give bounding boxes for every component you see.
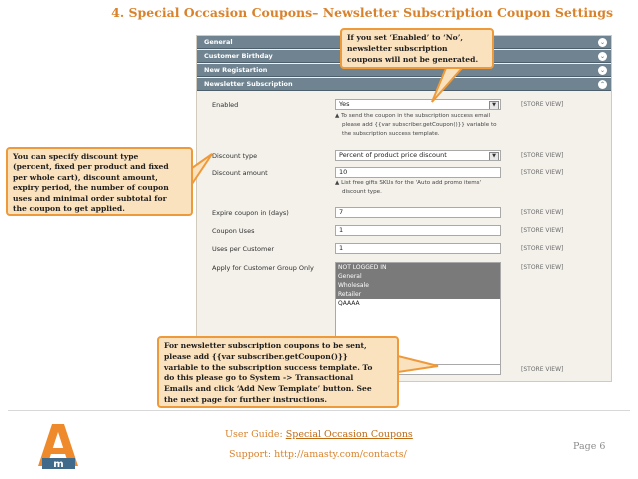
note-line: please add {{var subscriber.getCoupon()}} variable to [342, 122, 497, 128]
section-label: Newsletter Subscription [204, 80, 293, 88]
callout-line: newsletter subscription [347, 44, 448, 53]
scope-label: [STORE VIEW] [521, 366, 564, 373]
footer-divider [8, 410, 630, 411]
dropdown-arrow-icon[interactable]: ▼ [489, 101, 499, 110]
callout-line: coupons will not be generated. [347, 55, 479, 64]
user-guide-line [225, 429, 413, 440]
callout-line: expiry period, the number of coupon [13, 183, 169, 193]
note-line: the subscription success template. [342, 131, 440, 137]
expire-label: Expire coupon in (days) [212, 209, 289, 217]
customer-group-option[interactable]: Retailer [336, 290, 500, 299]
uses-per-customer-label: Uses per Customer [212, 245, 275, 253]
customer-group-option[interactable]: General [336, 272, 500, 281]
note-line: discount type. [342, 189, 382, 195]
scope-label: [STORE VIEW] [521, 227, 564, 234]
callout-template [157, 336, 399, 408]
expand-icon[interactable]: ⌄ [599, 53, 606, 60]
callout-line: do this please go to System -> Transactional [164, 373, 354, 383]
page-title: 4. Special Occasion Coupons– Newsletter Subscription Coupon Settings [111, 5, 613, 20]
scope-label: [STORE VIEW] [521, 152, 564, 159]
enabled-value: Yes [339, 100, 350, 108]
note-line: ▲ To send the coupon in the subscription success email [335, 113, 491, 119]
callout-line: the next page for further instructions. [164, 394, 328, 404]
coupon-uses-input[interactable]: 1 [335, 225, 501, 236]
customer-group-option[interactable]: Wholesale [336, 281, 500, 290]
section-label: New Registartion [204, 66, 268, 74]
arrow-enabled [432, 68, 462, 102]
callout-discount [6, 147, 193, 216]
arrow-template [398, 356, 438, 372]
callout-line: Emails and click ‘Add New Template’ button. See [164, 384, 372, 394]
svg-text:m: m [53, 459, 64, 470]
callout-line: the coupon to get applied. [13, 204, 125, 214]
note-line: ▲ List free gifts SKUs for the 'Auto add promo items' [335, 180, 482, 186]
expand-icon[interactable]: ⌄ [599, 39, 606, 46]
discount-amount-input[interactable]: 10 [335, 167, 501, 178]
page-number: Page 6 [573, 441, 606, 452]
customer-group-option[interactable]: NOT LOGGED IN [336, 263, 500, 272]
customer-group-option[interactable]: QAAAA [338, 300, 360, 307]
callout-enabled [340, 28, 494, 69]
expire-input[interactable]: 7 [335, 207, 501, 218]
callout-line: per whole cart), discount amount, [13, 172, 158, 182]
coupon-uses-label: Coupon Uses [212, 227, 255, 235]
arrow-discount [192, 154, 212, 184]
uses-per-customer-input[interactable]: 1 [335, 243, 501, 254]
callout-line: You can specify discount type [13, 152, 139, 161]
collapse-icon[interactable]: ⌃ [599, 81, 606, 88]
scope-label: [STORE VIEW] [521, 264, 564, 271]
callout-line: variable to the subscription success template. To [164, 362, 373, 372]
callout-line: (percent, fixed per product and fixed [13, 162, 169, 172]
scope-label: [STORE VIEW] [521, 209, 564, 216]
section-label: General [204, 38, 233, 46]
customer-group-label: Apply for Customer Group Only [212, 264, 314, 272]
scope-label: [STORE VIEW] [521, 101, 564, 108]
discount-amount-label: Discount amount [212, 169, 268, 177]
scope-label: [STORE VIEW] [521, 245, 564, 252]
section-label: Customer Birthday [204, 52, 273, 60]
discount-type-label: Discount type [212, 152, 258, 160]
guide-link[interactable]: Special Occasion Coupons [285, 429, 413, 440]
callout-line: uses and minimal order subtotal for [13, 193, 167, 203]
guide-label: User Guide: [225, 429, 283, 440]
callout-line: For newsletter subscription coupons to be sent, [164, 341, 367, 350]
support-line: Support: http://amasty.com/contacts/ [229, 449, 407, 460]
scope-label: [STORE VIEW] [521, 169, 564, 176]
callout-line: If you set ‘Enabled’ to ‘No’, [347, 33, 464, 42]
discount-type-value: Percent of product price discount [339, 151, 447, 159]
enabled-label: Enabled [212, 101, 239, 109]
callout-line: please add {{var subscriber.getCoupon()}} [164, 351, 348, 361]
dropdown-arrow-icon[interactable]: ▼ [489, 152, 499, 161]
amasty-logo [34, 420, 82, 472]
expand-icon[interactable]: ⌄ [599, 67, 606, 74]
